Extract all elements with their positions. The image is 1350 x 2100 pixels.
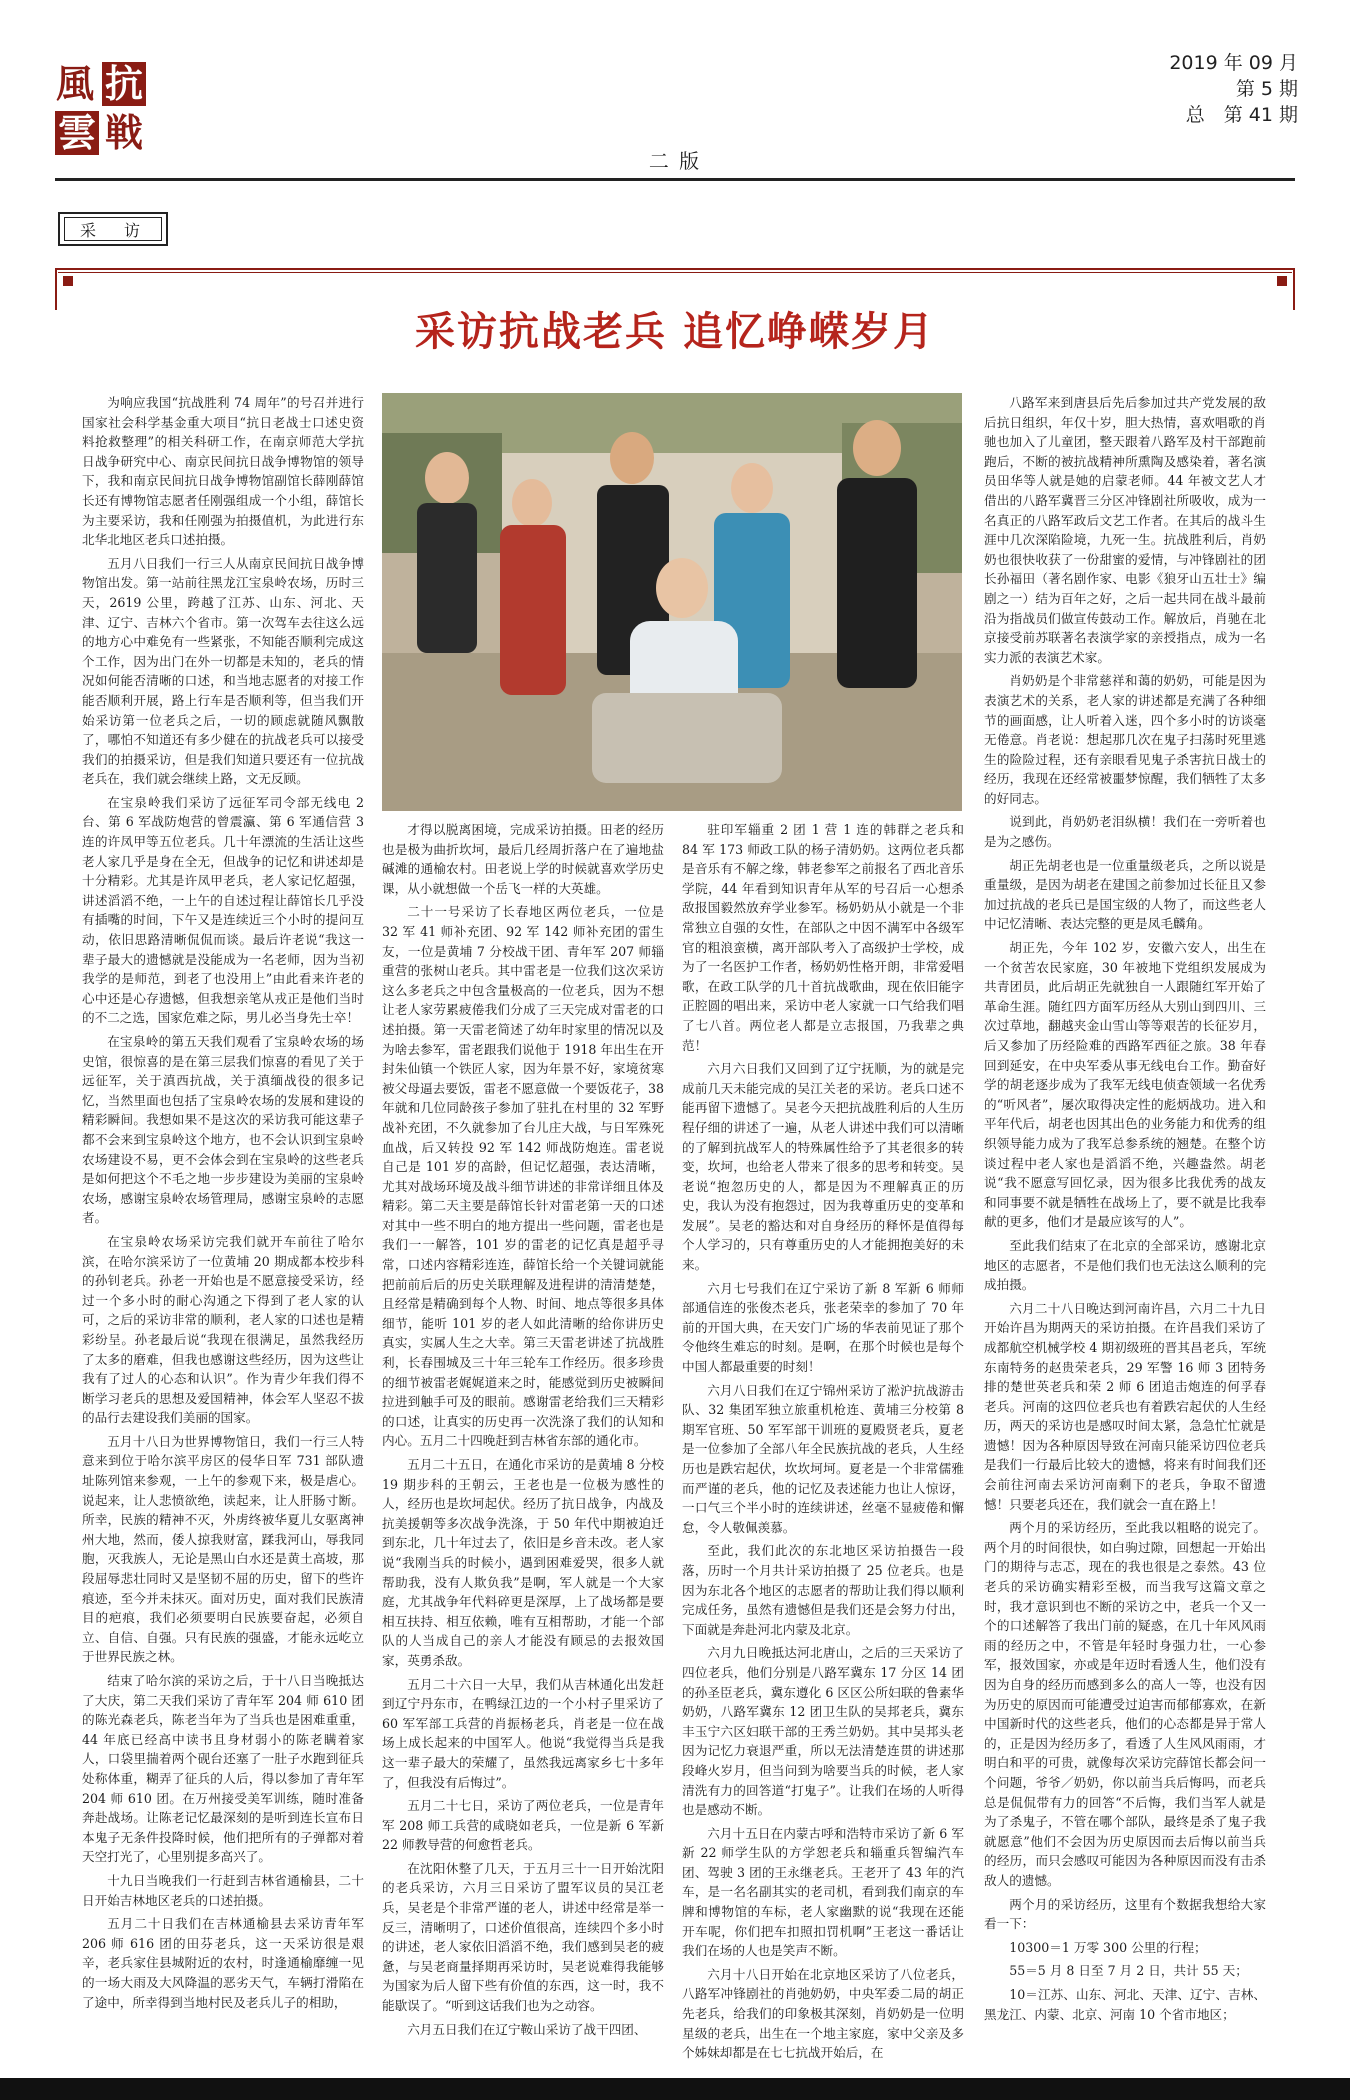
frame-inner-line — [58, 272, 1292, 273]
article-paragraph: 六月二十八日晚达到河南许昌，六月二十九日开始许昌为期两天的采访拍摄。在许昌我们采访了成都航空机械学校 4 期初级班的晋其昌老兵，军统东南特务的赵贵荣老兵，29 军警 16 师 3 团特务排的楚世英老兵和荣 2 师 6 团追击炮连的何孚春老兵。河南的这四位老兵也有着跌宕起伏的人生经历，两天的采访也是感叹时间太紧，急急忙忙就是遗憾！因为各种原因导致在河南只能采访四位老兵是我们一行最后比较大的遗憾，将来有时间我们还会前往河南去采访河南剩下的老兵，争取不留遗憾！只要老兵还在，我们就会一直在路上！ — [984, 1300, 1266, 1512]
article-paragraph: 五月二十日我们在吉林通榆县去采访青年军 206 师 616 团的田芬老兵，这一天采访很是艰辛，老兵家住县城附近的农村，时逢通榆靡缠一见的一场大雨及大风降温的恶劣天气，车辆打滑陷在了途中，所幸得到当地村民及老兵儿子的相助， — [82, 1916, 364, 2010]
article-paragraph: 六月八日我们在辽宁锦州采访了淞沪抗战游击队、32 集团军独立旅重机枪连、黄埔三分校第 8 期军官班、50 军军部干训班的夏殿贤老兵，夏老是一位参加了全部八年全民族抗战的老兵，人生经历也是跌宕起伏，坎坎坷坷。夏老是一个非常儒雅而严谨的老兵，他的记忆及表述能力也让人惊讶，一口气三个半小时的连续讲述，丝毫不显疲倦和懈怠，令人敬佩羡慕。 — [682, 1382, 964, 1535]
article-paragraph: 五月二十五日，在通化市采访的是黄埔 8 分校 19 期步科的王朝云，王老也是一位极为感性的人，经历也是坎坷起伏。经历了抗日战争，内战及抗美援朝等多次战争洗涤，于 50 年代中期被迫迁到东北，几十年过去了，依旧是乡音未改。老人家说“我刚当兵的时候小，遇到困难爱哭，很多人就帮助我，没有人欺负我”是啊，军人就是一个大家庭，尤其战争年代料碎更是深厚，上了战场都是要相互扶持、相互依赖，唯有互相帮助，才能一个部队的人当成自己的亲人才能没有顾忌的去报效国家，英勇杀敌。 — [382, 1457, 664, 1668]
article-paragraph: 六月五日我们在辽宁鞍山采访了战干四团、 — [407, 2021, 647, 2037]
page-footer-bar — [0, 2078, 1350, 2100]
logo-char-kang: 抗 — [104, 61, 143, 106]
article-paragraph: 驻印军辎重 2 团 1 营 1 连的韩群之老兵和 84 军 173 师政工队的杨子清奶奶。这两位老兵都是音乐有不解之缘，韩老参军之前报名了西北音乐学院，44 年看到知识青年从军的号召后一心想杀敌报国毅然放弃学业参军。杨奶奶从小就是一个非常独立自强的女性，在部队之中因不满军中各级军官的粗浪蛮横，离开部队考入了高级护士学校，成为了一名医护工作者，杨奶奶性格开朗，非常爱唱歌，在政工队学的几十首抗战歌曲，现在依旧能字正腔圆的唱出来，采访中老人家就一口气给我们唱了七八首。两位老人都是立志报国，乃我辈之典范！ — [682, 822, 964, 1053]
article-headline: 采访抗战老兵 追忆峥嵘岁月 — [415, 309, 935, 355]
article-column-4 — [984, 393, 1266, 2028]
group-photo-illustration — [382, 393, 962, 811]
article-paragraph: 六月十八日开始在北京地区采访了八位老兵，八路军冲锋剧社的肖弛奶奶，中央军委二局的胡正先老兵，给我们的印象极其深刻，肖奶奶是一位明星级的老兵，出生在一个地主家庭，家中父亲及多个姊妹却都是在七七抗战开始后，在 — [682, 1966, 964, 2061]
header-rule — [55, 178, 1295, 181]
article-paragraph: 才得以脱离困境，完成采访拍摄。田老的经历也是极为曲折坎坷，最后几经周折落户在了遍地盐碱滩的通榆农村。田老说上学的时候就喜欢学历史课，从小就想做一个岳飞一样的大英雄。 — [382, 822, 664, 896]
article-paragraph: 六月七号我们在辽宁采访了新 8 军新 6 师师部通信连的张俊杰老兵，张老荣幸的参加了 70 年前的开国大典，在天安门广场的华表前见证了那个令他终生难忘的时刻。是啊，在那个时候也是每个中国人都最重要的时刻！ — [682, 1280, 964, 1375]
article-paragraph: 六月十五日在内蒙古呼和浩特市采访了新 6 军新 22 师学生队的方学恕老兵和辎重兵智编汽车团、驾驶 3 团的王永继老兵。王老开了 43 年的汽车，是一名名副其实的老司机，看到我们南京的车牌和博物馆的车标，老人家幽默的说“我现在还能开车呢，你们把车扣照扣罚机啊”王老这一番话让我们在场的人也是笑声不断。 — [682, 1825, 964, 1959]
article-paragraph: 肖奶奶是个非常慈祥和蔼的奶奶，可能是因为表演艺术的关系，老人家的讲述都是充满了各种细节的画面感，让人听着入迷，四个多小时的访谈毫无倦意。肖老说：想起那几次在鬼子扫荡时死里逃生的险险过程，还有亲眼看见鬼子杀害抗日战士的经历，我现在还经常被噩梦惊醒，我们牺牲了太多的好同志。 — [984, 673, 1266, 806]
article-paragraph: 在沈阳休整了几天，于五月三十一日开始沈阳的老兵采访，六月三日采访了盟军议员的吴江老兵，吴老是个非常严谨的老人，讲述中经常是举一反三，清晰明了，口述价值很高，连续四个多小时的讲述，老人家依旧滔滔不绝，我们感到吴老的疲惫，与吴老商量择期再采访时，吴老说难得我能够为国家为后人留下些有价值的东西，这一时，我不能歇误了。“听到这话我们也为之动容。 — [382, 1860, 664, 2014]
article-paragraph: 八路军来到唐县后先后参加过共产党发展的敌后抗日组织，年仅十岁，胆大热情，喜欢唱歌的肖驰也加入了儿童团，整天跟着八路军及村干部跑前跑后，不断的被抗战精神所熏陶及感染着，著名演员田华等人就是她的启蒙老师。44 年被文艺人才借出的八路军冀晋三分区冲锋剧社所吸收，成为一名真正的八路军政后文艺工作者。在其后的战斗生涯中几次深陷险境，九死一生。抗战胜利后，肖奶奶也很快收获了一份甜蜜的爱情，与冲锋剧社的团长孙福田（著名剧作家、电影《狼牙山五壮士》编剧之一）结为百年之好，之后一起共同在战斗最前沿为指战员们做宣传鼓动工作。解放后，肖驰在北京接受前苏联著名表演学家的亲授指点，成为一名实力派的表演艺术家。 — [984, 395, 1266, 665]
issue-number: 第 5 期 — [1235, 78, 1298, 100]
issue-date: 2019 年 09 月 — [1169, 52, 1298, 74]
article-paragraph: 五月二十七日，采访了两位老兵，一位是青年军 208 师工兵营的咸晓如老兵，一位是新 6 军新 22 师教导营的何愈哲老兵。 — [382, 1798, 664, 1853]
article-paragraph: 五月八日我们一行三人从南京民间抗日战争博物馆出发。第一站前往黑龙江宝泉岭农场，历时三天，2619 公里，跨越了江苏、山东、河北、天津、辽宁、吉林六个省市。第一次驾车去往这么远的地方心中难免有一些紧张，不知能否顺利完成这个工作，因为出门在外一切都是未知的，老兵的情况如何能否清晰的口述，和当地志愿者的对接工作能否顺利开展，路上行车是否顺利等，但当我们开始采访第一位老兵之后，一切的顾虑就随风飘散了，哪怕不知道还有多少健在的抗战老兵可以接受我们的拍摄采访，但是我们知道只要还有一位抗战老兵在，我们就会继续上路，文无反顾。 — [82, 555, 364, 787]
frame-corner-dot-right — [1277, 276, 1287, 286]
logo-char-yun: 雲 — [57, 110, 96, 155]
article-paragraph: 在宝泉岭农场采访完我们就开车前往了哈尔滨，在哈尔滨采访了一位黄埔 20 期成都本校步科的孙钊老兵。孙老一开始也是不愿意接受采访，经过一个多小时的耐心沟通之下得到了老人家的认可，之后的采访非常的顺利，老人家的口述也是精彩纷呈。孙老最后说“我现在很满足，虽然我经历了太多的磨难，但我也感谢这些经历，因为这些让我有了过人的心态和认识”。作为青少年我们得不断学习老兵的思想及爱国精神，体会军人坚忍不拔的品行去建设我们美丽的国家。 — [82, 1233, 364, 1426]
issue-info — [1169, 50, 1298, 128]
section-tag-label: 采 访 — [64, 217, 162, 241]
article-paragraph: 六月六日我们又回到了辽宁抚顺，为的就是完成前几天未能完成的吴江关老的采访。老兵口述不能再留下遗憾了。吴老今天把抗战胜利后的人生历程仔细的讲述了一遍，从老人讲述中我们可以清晰的了解到抗战军人的特殊属性给予了其老很多的转变，坎坷，也给老人带来了很多的思考和转变。吴老说“抱忽历史的人，都是因为不理解真正的历史，我认为没有抱怨过，因为我尊重历史的变革和发展”。吴老的豁达和对自身经历的释怀是值得每个人学习的，只有尊重历史的人才能拥抱美好的未来。 — [682, 1061, 964, 1273]
section-tag — [58, 212, 168, 246]
masthead-logo — [55, 62, 150, 157]
frame-corner-dot-left — [63, 276, 73, 286]
logo-char-feng: 風 — [55, 61, 94, 106]
article-paragraph: 55＝5 月 8 日至 7 月 2 日，共计 55 天； — [1009, 1963, 1248, 1979]
group-photo — [382, 393, 962, 811]
article-paragraph: 五月二十六日一大早，我们从吉林通化出发赶到辽宁丹东市，在鸭绿江边的一个小村子里采访了 60 军军部工兵营的肖振杨老兵，肖老是一位在战场上成长起来的中国军人。他说“我觉得当兵是我这一辈子最大的荣耀了，虽然我远离家乡七十多年了，但我没有后悔过”。 — [382, 1676, 664, 1790]
article-paragraph: 十九日当晚我们一行赶到吉林省通榆县，二十日开始吉林地区老兵的口述拍摄。 — [82, 1872, 364, 1908]
article-paragraph: 结束了哈尔滨的采访之后，于十八日当晚抵达了大庆，第二天我们采访了青年军 204 师 610 团的陈光森老兵，陈老当年为了当兵也是困难重重，44 年底已经高中读书且身材弱小的陈老瞒着家人，口袋里揣着两个砚台还塞了一肚子水跑到征兵处称体重，糊弄了征兵的人后，得以参加了青年军 204 师 610 团。在万州接受美军训练，随时准备奔赴战场。让陈老记忆最深刻的是听到连长宣布日本鬼子无条件投降时候，他们把所有的子弹都对着天空打光了，心里别提多高兴了。 — [82, 1673, 364, 1865]
article-paragraph: 在宝泉岭的第五天我们观看了宝泉岭农场的场史馆，很惊喜的是在第三层我们惊喜的看见了关于远征军，关于滇西抗战，关于滇缅战役的很多记忆，当然里面也包括了宝泉岭农场的发展和建设的精彩瞬间。我想如果不是这次的采访我可能这辈子都不会来到宝泉岭这个地方，也不会认识到宝泉岭农场建设不易，更不会体会到在宝泉岭的这些老兵是如何把这个不毛之地一步步建设为美丽的宝泉岭农场，感谢宝泉岭农场管理局，感谢宝泉岭的志愿者。 — [82, 1034, 364, 1226]
article-column-3 — [682, 820, 964, 2067]
article-paragraph: 10＝江苏、山东、河北、天津、辽宁、吉林、黑龙江、内蒙、北京、河南 10 个省市地区； — [984, 1986, 1266, 2022]
article-paragraph: 至此，我们此次的东北地区采访拍摄告一段落，历时一个月共计采访拍摄了 25 位老兵。也是因为东北各个地区的志愿者的帮助让我们得以顺利完成任务，虽然有遗憾但是我们还是会努力付出，下面就是奔赴河北内蒙及北京。 — [682, 1543, 964, 1637]
article-paragraph: 为响应我国“抗战胜利 74 周年”的号召并进行国家社会科学基金重大项目“抗日老战士口述史资料抢救整理”的相关科研工作，在南京师范大学抗日战争研究中心、南京民间抗日战争博物馆的领导下，我和南京民间抗日战争博物馆副馆长薛刚薛馆长还有博物馆志愿者任刚强组成一个小组，薛馆长为主要采访，我和任刚强为拍摄值机，为此进行东北华北地区老兵口述拍摄。 — [82, 395, 364, 548]
issue-total: 总 第 41 期 — [1185, 104, 1298, 126]
article-paragraph: 两个月的采访经历，至此我以粗略的说完了。两个月的时间很快，如白驹过隙，回想起一开始出门的期待与志忑，现在的我也很是之泰然。43 位老兵的采访确实精彩至极，而当我写这篇文章之时，我才意识到也不断的采访之中，老兵一个又一个的口述解答了我出门前的疑惑，在几十年风风雨雨的经历之中，不管是年轻时身强力壮，一心参军，报效国家，亦或是年迈时看透人生，他们没有因为自身的经历而感到多么的高人一等，也没有因为历史的原因而可能遭受过迫害而郁郁寡欢，在新中国新时代的这些老兵，他们的心态都是异于常人的，正是因为经历多了，看透了人生风风雨雨，才明白和平的可贵，就像每次采访完薛馆长都会问一个问题，爷爷／奶奶，你以前当兵后悔吗，而老兵总是侃侃带有力的回答“不后悔，我们当军人就是为了杀鬼子，不管在哪个部队，最终是杀了鬼子我就愿意”他们不会因为历史原因而去后悔以前当兵的经历，而只会感叹可能因为各种原因而没有击杀敌人的遗憾。 — [984, 1520, 1266, 1888]
article-column-1 — [82, 393, 364, 2016]
article-column-2 — [382, 820, 664, 2043]
logo-char-zhan: 戦 — [104, 110, 143, 155]
article-paragraph: 胡正先，今年 102 岁，安徽六安人，出生在一个贫苦农民家庭，30 年被地下党组织发展成为共青团员，此后胡正先就独自一人跟随红军开始了革命生涯。随红四方面军历经从大别山到四川、三次过草地，翻越夹金山雪山等等艰苦的长征岁月，后又参加了历经险难的西路军西征之旅。38 年春回到延安，在中央军委从事无线电台工作。勤奋好学的胡老逐步成为了我军无线电侦查领域一名优秀的“听风者”，屡次取得决定性的彪炳战功。进入和平年代后，胡老也因其出色的业务能力和优秀的组织领导能力成为了我军总参系统的翘楚。在整个访谈过程中老人家也是滔滔不绝，兴趣盎然。胡老说“我不愿意写回忆录，因为很多比我优秀的战友和同事要不就是牺牲在战场上了，要不就是比我奉献的更多，他们才是最应该写的人”。 — [984, 940, 1266, 1230]
article-paragraph: 两个月的采访经历，这里有个数据我想给大家看一下： — [984, 1896, 1266, 1932]
article-paragraph: 胡正先胡老也是一位重量级老兵，之所以说是重量级，是因为胡老在建国之前参加过长征且又参加过抗战的老兵已是国宝级的人物了，而这些老人中记忆清晰、表达完整的更是凤毛麟角。 — [984, 857, 1266, 932]
article-paragraph: 六月九日晚抵达河北唐山，之后的三天采访了四位老兵，他们分别是八路军冀东 17 分区 14 团的孙圣臣老兵，冀东遵化 6 区区公所妇联的鲁素华奶奶，八路军冀东 12 团卫生队的吴邦老兵，冀东丰玉宁六区妇联干部的王秀兰奶奶。其中吴邦头老因为记忆力衰退严重，所以无法清楚连贯的讲述那段峰火岁月，但当问到为啥要当兵的时候，老人家清洗有力的回答道“打鬼子”。让我们在场的人听得也是感动不断。 — [682, 1645, 964, 1818]
article-paragraph: 10300＝1 万零 300 公里的行程； — [1009, 1939, 1207, 1955]
article-paragraph: 在宝泉岭我们采访了远征军司令部无线电 2 台、第 6 军战防炮营的曾震瀛、第 6 军通信营 3 连的许凤甲等五位老兵。几十年漂流的生活让这些老人家几乎是身在全无，但战争的记忆和讲述却是十分精彩。尤其是许凤甲老兵，老人家记忆超强，讲述滔滔不绝，一上午的自述过程让薛馆长几乎没有插嘴的时间，下午又是连续近三个小时的提问互动，依旧思路清晰侃侃而谈。最后许老说“我这一辈子最大的遗憾就是没能成为一名老师，因为当初我学的是师范，到老了也没用上”由此看来许老的心中还是心存遗憾，但我想亲笔从戎正是他们当时的不二之选，国家危难之际，男儿必当身先士卒！ — [82, 794, 364, 1026]
article-paragraph: 说到此，肖奶奶老泪纵横！我们在一旁听着也是为之感伤。 — [984, 814, 1266, 850]
article-paragraph: 二十一号采访了长春地区两位老兵，一位是 32 军 41 师补充团、92 军 142 师补充团的雷生友，一位是黄埔 7 分校战干团、青年军 207 师辎重营的张树山老兵。其中雷老是一位我们这次采访这么多老兵之中包含量极高的一位老兵，因为不想让老人家劳累疲倦我们分成了三天完成对雷老的口述拍摄。第一天雷老简述了幼年时家里的情况以及为啥去参军，雷老跟我们说他于 1918 年出生在开封朱仙镇一个铁匠人家，因为年景不好，家境贫寒被父母逼去要饭，雷老不愿意做一个要饭花子，38 年就和几位同龄孩子参加了驻扎在村里的 32 军野战补充团，不久就参加了台儿庄大战，与日军殊死血战，后又转投 92 军 142 师战防炮连。雷老说自己是 101 岁的高龄，但记忆超强，表达清晰，尤其对战场环境及战斗细节讲述的非常详细且体及精彩。第二天主要是薛馆长针对雷老第一天的口述对其中一些不明白的地方提出一些问题，雷老也是我们一一解答，101 岁的雷老的记忆真是超乎寻常，口述内容精彩连连，薛馆长给一个关键词就能把前前后后的历史关联理解及进程讲的清清楚楚，且经常是精确到每个人物、时间、地点等很多具体细节，能听 101 岁的老人如此清晰的给你讲历史真实，实属人生之大幸。第三天雷老讲述了抗战胜利，长春围城及三十年三轮车工作经历。很多珍贵的细节被雷老娓娓道来之时，能感觉到历史被瞬间拉进到触手可及的眼前。感谢雷老给我们三天精彩的口述，让真实的历史再一次洗涤了我们的认知和内心。五月二十四晚赶到吉林省东部的通化市。 — [382, 904, 664, 1449]
article-paragraph: 至此我们结束了在北京的全部采访，感谢北京地区的志愿者，不是他们我们也无法这么顺利的完成拍摄。 — [984, 1237, 1266, 1293]
page-label: 二 版 — [648, 149, 702, 173]
article-paragraph: 五月十八日为世界博物馆日，我们一行三人特意来到位于哈尔滨平房区的侵华日军 731 部队遗址陈列馆来参观，一上午的参观下来，极是虐心。说起来，让人悲愤欲绝，读起来，让人肝肠寸断。所幸，民族的精神不灭，外虏终被华夏儿女驱离神州大地，然而，倭人掠我财富，蹂我河山，辱我同胞，灭我族人，无论是黑山白水还是黄土高坡，那段屈辱悲壮同时又是坚韧不屈的历史，留下的些许痕迹，至今并未抹灭。面对历史，面对我们民族清目的疤痕，我们必须要明白民族要奋起，必须自立、自信、自强。只有民族的强盛，才能永远屹立于世界民族之林。 — [82, 1433, 364, 1665]
